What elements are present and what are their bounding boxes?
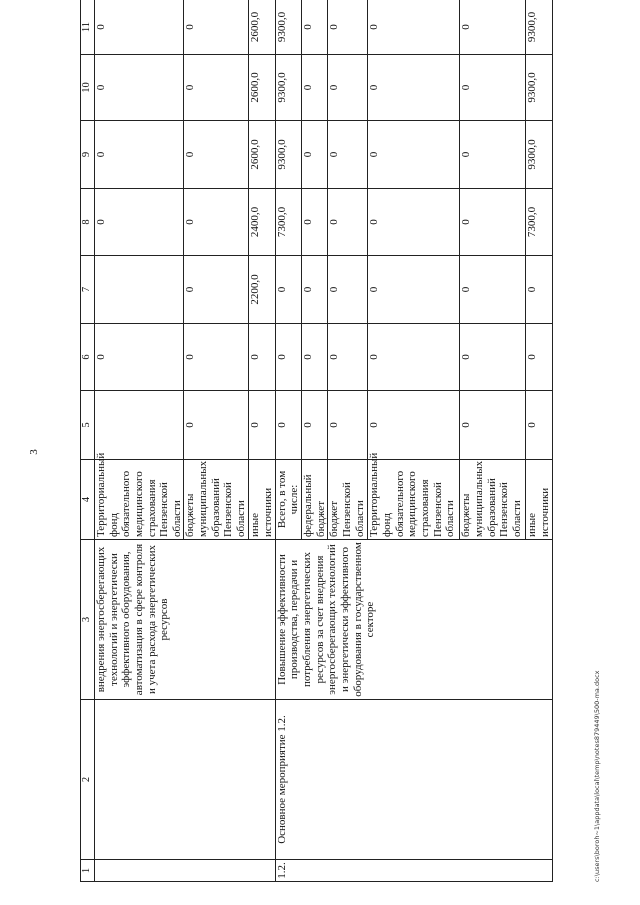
value-cell: 0 [95,121,184,189]
measure-description-cell: внедрения энергосберегающих технологий и энергетически эффективного оборудования, автоматизация в сфере контроля и учета расхода энергетических ресурсов [95,540,276,700]
page-number: 3 [28,449,40,455]
value-cell: 0 [328,189,368,256]
value-cell: 0 [328,121,368,189]
value-cell: 0 [275,324,301,391]
value-cell: 0 [328,256,368,324]
value-cell: 0 [302,256,328,324]
funding-table [80,0,553,882]
value-cell: 2600,0 [249,121,275,189]
value-cell: 0 [328,0,368,55]
column-number: 11 [81,0,95,55]
value-cell: 0 [460,121,526,189]
value-cell: 0 [95,189,184,256]
funding-source-cell: бюджеты муниципальных образований Пензенской области [184,460,249,540]
value-cell: 0 [368,324,460,391]
value-cell: 7300,0 [526,189,552,256]
value-cell: 2200,0 [249,256,275,324]
value-cell [95,391,184,460]
funding-source-cell: бюджеты муниципальных образований Пензенской области [460,460,526,540]
measure-title-cell [95,700,276,860]
value-cell: 0 [275,256,301,324]
column-number: 8 [81,189,95,256]
value-cell: 0 [328,55,368,121]
table-row [275,0,301,882]
value-cell: 0 [302,391,328,460]
column-number: 5 [81,391,95,460]
value-cell: 2600,0 [249,55,275,121]
value-cell: 0 [184,391,249,460]
value-cell: 2400,0 [249,189,275,256]
value-cell: 0 [460,391,526,460]
value-cell: 0 [95,0,184,55]
value-cell [95,256,184,324]
value-cell: 0 [184,55,249,121]
column-number: 6 [81,324,95,391]
value-cell: 0 [526,324,552,391]
value-cell: 0 [368,391,460,460]
value-cell: 0 [302,121,328,189]
value-cell: 9300,0 [526,121,552,189]
value-cell: 0 [460,324,526,391]
value-cell: 0 [302,55,328,121]
value-cell: 0 [368,55,460,121]
value-cell: 9300,0 [275,121,301,189]
funding-source-cell: федеральный бюджет [302,460,328,540]
column-numbers-row [81,0,95,882]
value-cell: 0 [460,0,526,55]
value-cell: 0 [526,391,552,460]
value-cell: 0 [302,324,328,391]
value-cell: 0 [184,324,249,391]
row-number-cell [95,860,276,882]
value-cell: 2600,0 [249,0,275,55]
value-cell: 0 [184,121,249,189]
value-cell: 0 [184,189,249,256]
measure-description-cell: Повышение эффективности производства, передачи и потребления энергетических ресурсов за счет внедрения энергосберегающих технологий и энергетически эффективного оборудования в государственном секторе [275,540,552,700]
value-cell: 0 [302,189,328,256]
funding-source-cell: иные источники [526,460,552,540]
funding-source-cell: Всего, в том числе: [275,460,301,540]
funding-source-cell: Территориальный фонд обязательного медицинского страхования Пензенской области [368,460,460,540]
value-cell: 0 [368,256,460,324]
value-cell: 0 [368,189,460,256]
funding-source-cell: бюджет Пензенской области [328,460,368,540]
file-path-footer: c:\users\boroh~1\appdata\local\temp\notes879449\500-ma.docx [593,670,601,882]
value-cell: 0 [460,256,526,324]
value-cell: 9300,0 [526,0,552,55]
row-number-cell: 1.2. [275,860,552,882]
value-cell: 0 [184,0,249,55]
value-cell: 0 [249,324,275,391]
value-cell: 0 [328,324,368,391]
table-row [95,0,184,882]
column-number: 4 [81,460,95,540]
column-number: 9 [81,121,95,189]
value-cell: 0 [460,55,526,121]
value-cell: 0 [526,256,552,324]
funding-source-cell: Территориальный фонд обязательного медицинского страхования Пензенской области [95,460,184,540]
column-number: 7 [81,256,95,324]
value-cell: 0 [368,121,460,189]
value-cell: 0 [184,256,249,324]
column-number: 10 [81,55,95,121]
value-cell: 0 [368,0,460,55]
value-cell: 7300,0 [275,189,301,256]
value-cell: 0 [302,0,328,55]
value-cell: 0 [328,391,368,460]
value-cell: 0 [275,391,301,460]
value-cell: 0 [460,189,526,256]
value-cell: 9300,0 [526,55,552,121]
measure-title-cell: Основное мероприятие 1.2. [275,700,552,860]
value-cell: 0 [95,55,184,121]
column-number: 3 [81,540,95,700]
value-cell: 0 [95,324,184,391]
value-cell: 9300,0 [275,55,301,121]
value-cell: 0 [249,391,275,460]
funding-source-cell: иные источники [249,460,275,540]
column-number: 1 [81,860,95,882]
column-number: 2 [81,700,95,860]
value-cell: 9300,0 [275,0,301,55]
